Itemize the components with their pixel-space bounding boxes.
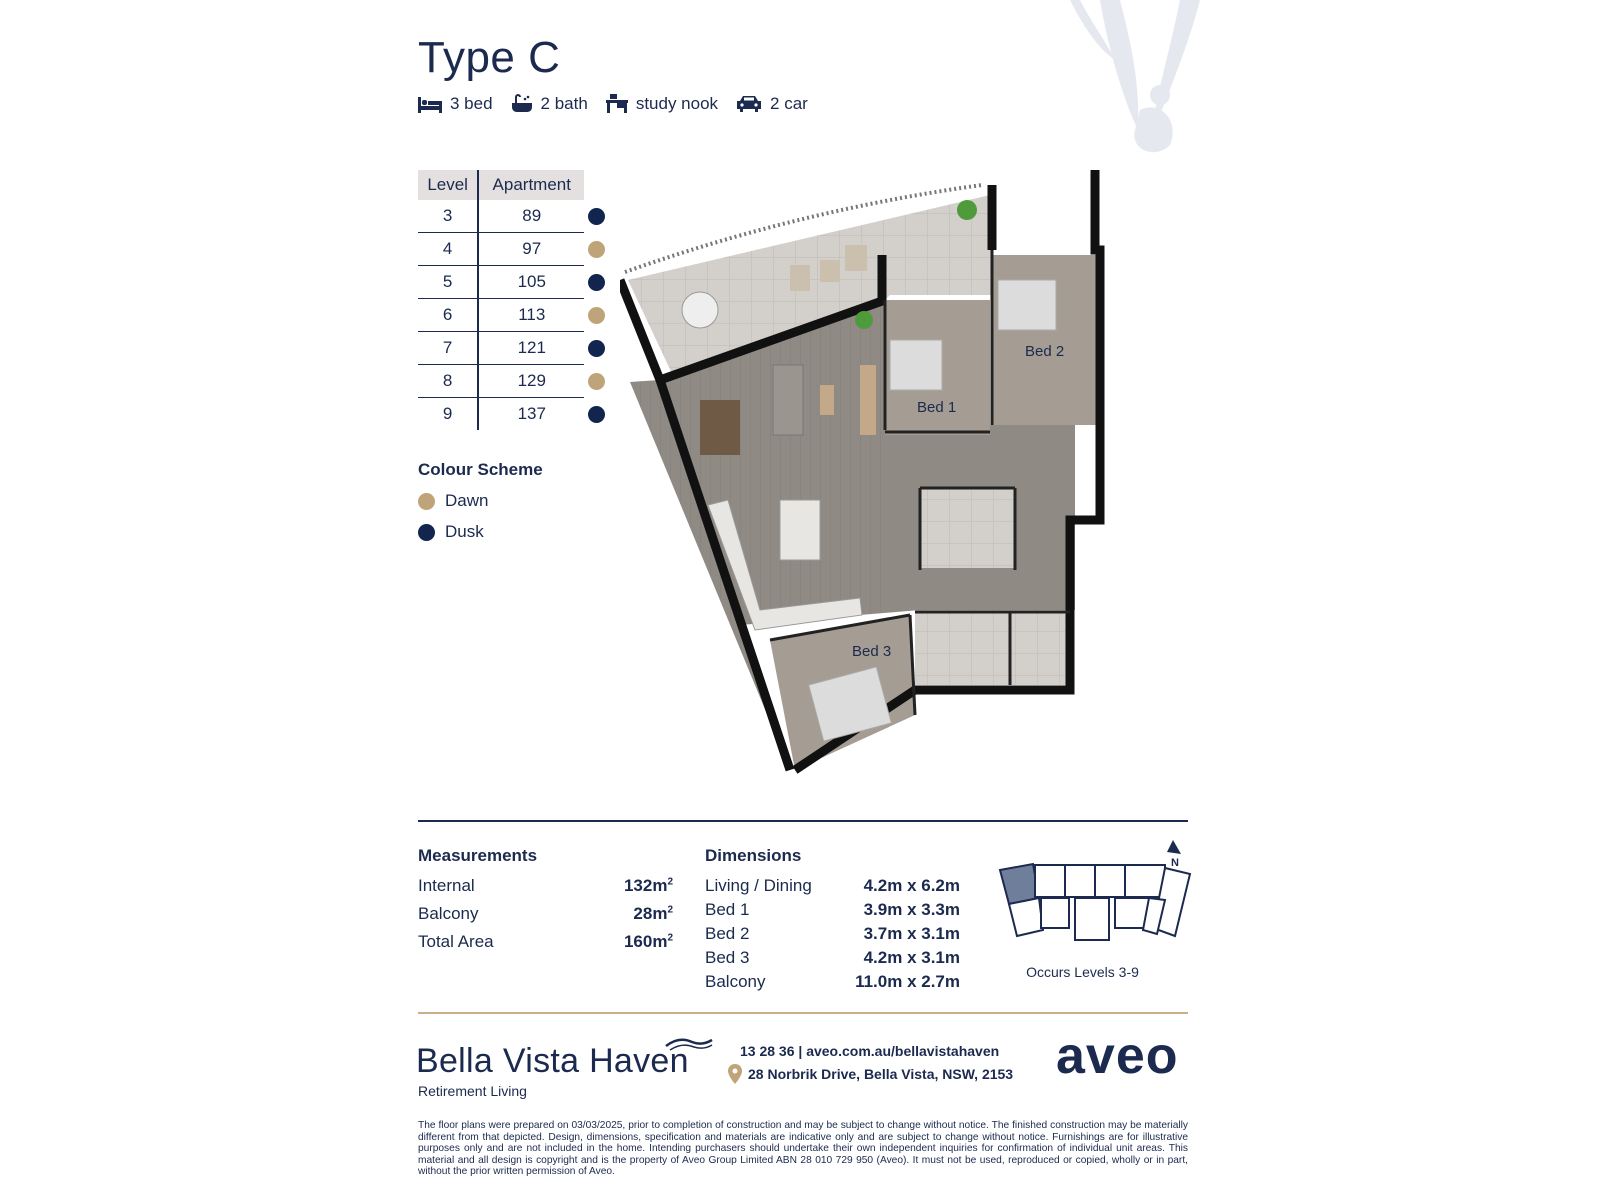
legend-label-dawn: Dawn (445, 491, 489, 510)
measurement-value: $28m^2$ (633, 904, 673, 923)
scheme-cell (584, 200, 608, 233)
ensuite-room (920, 488, 1015, 568)
scheme-dot-dusk (588, 340, 605, 357)
table-row (418, 299, 608, 332)
desk-icon (606, 94, 628, 114)
scheme-cell (584, 233, 608, 266)
dimension-row-bed-2 (705, 924, 960, 944)
address-text: 28 Norbrik Drive, Bella Vista, NSW, 2153 (748, 1066, 1014, 1082)
dimension-label: Balcony (705, 972, 766, 991)
legend-label-dusk: Dusk (445, 522, 484, 541)
table-row (418, 266, 608, 299)
dimension-row-bed-3 (705, 948, 960, 968)
level-cell: 3 (418, 200, 478, 233)
scheme-dot-dawn (588, 241, 605, 258)
level-cell: 6 (418, 299, 478, 332)
legend-item-dawn (418, 491, 488, 511)
feature-car-label: 2 car (770, 94, 808, 113)
floor-plan (620, 170, 1140, 795)
legend-item-dusk (418, 522, 484, 542)
scheme-dot-dawn (588, 373, 605, 390)
dining-table (700, 400, 740, 455)
scheme-dot-dusk (588, 406, 605, 423)
dimension-label: Bed 3 (705, 948, 750, 967)
room-label-bed-1: Bed 1 (917, 399, 957, 416)
table-header-row (418, 170, 608, 200)
table-row (418, 332, 608, 365)
table-body (418, 200, 608, 430)
dimension-row-bed-1 (705, 900, 960, 920)
dimension-value: 4.2m x 3.1m (863, 948, 960, 967)
feature-bed (418, 94, 493, 114)
measurement-label: Balcony (418, 904, 479, 923)
dimension-value: 3.7m x 3.1m (863, 924, 960, 943)
table-row (418, 398, 608, 431)
level-cell: 5 (418, 266, 478, 299)
dimension-value: 11.0m x 2.7m (855, 972, 960, 991)
location-pin-icon (728, 1064, 742, 1084)
building-key-plan (995, 840, 1195, 960)
apartment-cell: 113 (478, 299, 584, 332)
dimension-value: 4.2m x 6.2m (863, 876, 960, 895)
page-title: Type C (418, 33, 561, 82)
scheme-cell (584, 266, 608, 299)
dimension-label: Bed 2 (705, 924, 750, 943)
dimension-row-living (705, 876, 960, 896)
column-header-apartment: Apartment (478, 170, 584, 200)
disclaimer-text: The floor plans were prepared on 03/03/2025, prior to completion of construction and may be subject to change without notice. The finished construction may be materially different from that depicted. Design, dimensions, specification and materials are indicative only and are subject to change without notice. Furnishings are for illustrative purposes only and are not included in the home. Intending purchasers should undertake their own independent inquiries for confirmation of individual unit areas. This material and all design is copyright and is the property of Aveo Group Limited ABN 28 010 729 950 (Aveo). It must not be used, reproduced or copied, wholly or in part, without the prior written permission of Aveo. (418, 1120, 1188, 1177)
feature-bed-label: 3 bed (450, 94, 493, 113)
measurement-row-internal (418, 876, 673, 896)
dusk-swatch (418, 524, 435, 541)
measurement-label: Internal (418, 876, 475, 895)
room-label-bed-3: Bed 3 (852, 643, 892, 660)
feature-bath (511, 94, 588, 114)
north-arrow-icon (1167, 840, 1181, 854)
scheme-cell (584, 365, 608, 398)
apartment-cell: 121 (478, 332, 584, 365)
scheme-dot-dawn (588, 307, 605, 324)
level-cell: 9 (418, 398, 478, 431)
scheme-cell (584, 299, 608, 332)
contact-info: 13 28 36 | aveo.com.au/bellavistahaven (740, 1043, 1000, 1059)
level-apartment-table (418, 170, 608, 430)
dawn-swatch (418, 493, 435, 510)
room-label-bed-2: Bed 2 (1025, 343, 1065, 360)
footer-divider (418, 1012, 1188, 1014)
leaf-watermark (1060, 0, 1230, 160)
bathroom-room (915, 610, 1070, 685)
measurement-row-total (418, 932, 673, 952)
scheme-cell (584, 332, 608, 365)
level-cell: 4 (418, 233, 478, 266)
feature-list (418, 92, 808, 116)
dimension-row-balcony (705, 972, 960, 992)
dimensions-heading: Dimensions (705, 846, 802, 865)
measurement-value: $132m^2$ (623, 876, 673, 895)
car-icon (736, 95, 762, 113)
measurement-label: Total Area (418, 932, 494, 951)
column-header-level: Level (418, 170, 478, 200)
measurement-value: $160m^2$ (623, 932, 673, 951)
brand-name: Bella Vista Haven (416, 1042, 689, 1080)
table-row (418, 233, 608, 266)
dimension-label: Bed 1 (705, 900, 750, 919)
apartment-cell: 89 (478, 200, 584, 233)
apartment-cell: 137 (517, 404, 546, 423)
dimension-value: 3.9m x 3.3m (863, 900, 960, 919)
scheme-dot-dusk (588, 274, 605, 291)
brand-subtitle: Retirement Living (418, 1083, 527, 1099)
feature-car (736, 94, 808, 114)
kitchen-island (780, 500, 820, 560)
aveo-logo: aveo (1056, 1027, 1179, 1085)
colour-scheme-heading: Colour Scheme (418, 460, 543, 479)
scheme-dot-dusk (588, 208, 605, 225)
feature-study (606, 94, 718, 114)
level-cell: 7 (418, 332, 478, 365)
table-row (418, 365, 608, 398)
dimension-label: Living / Dining (705, 876, 812, 895)
bath-icon (511, 94, 533, 114)
apartment-cell: 97 (478, 233, 584, 266)
level-cell: 8 (418, 365, 478, 398)
feature-bath-label: 2 bath (540, 94, 588, 113)
measurement-row-balcony (418, 904, 673, 924)
apartment-cell: 129 (478, 365, 584, 398)
apartment-cell: 105 (478, 266, 584, 299)
north-label: N (1171, 857, 1179, 869)
feature-study-label: study nook (635, 94, 719, 113)
measurements-heading: Measurements (418, 846, 538, 865)
table-row (418, 200, 608, 233)
occurs-levels-caption: Occurs Levels 3-9 (1026, 964, 1139, 980)
scheme-cell (584, 398, 608, 431)
section-divider (418, 820, 1188, 822)
bed-icon (418, 95, 442, 113)
